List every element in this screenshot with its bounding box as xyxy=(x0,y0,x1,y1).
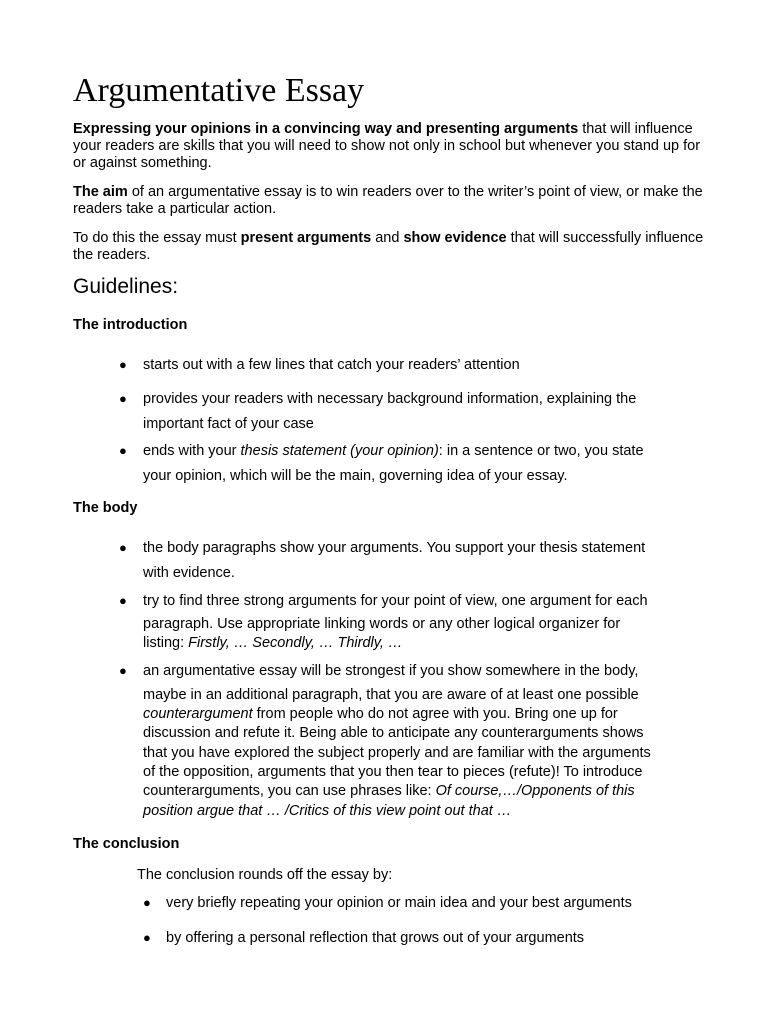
bullet-icon: ● xyxy=(119,443,127,458)
bullet-icon: ● xyxy=(119,593,127,608)
phrases-italic-1: Of course,…/Opponents of this xyxy=(435,783,635,799)
body-item-2-line-3 xyxy=(143,633,402,653)
body-item-2-line-1: try to find three strong arguments for your point of view, one argument for each xyxy=(143,593,648,609)
listing-label: listing: xyxy=(143,635,189,651)
thesis-statement-italic: thesis statement (your opinion) xyxy=(240,443,439,459)
bullet-icon: ● xyxy=(119,391,127,406)
introduction-item-3-text-a: ends with your xyxy=(143,443,241,459)
introduction-item-1-text: starts out with a few lines that catch your readers’ attention xyxy=(143,357,520,373)
bullet-icon: ● xyxy=(143,930,151,945)
body-item-3-line-8: position argue that … /Critics of this view point out that … xyxy=(143,803,512,819)
conclusion-item-2: by offering a personal reflection that grows out of your arguments xyxy=(166,930,585,946)
intro-paragraph-1-text: that will influence your readers are skills that you will need to show not only in school but whenever you stand up for or against something. xyxy=(73,121,701,171)
intro-paragraph-1-bold: Expressing your opinions in a convincing way and presenting arguments xyxy=(73,121,579,137)
intro-paragraph-3-bold-b: show evidence xyxy=(403,230,507,246)
conclusion-intro: The conclusion rounds off the essay by: xyxy=(137,867,393,883)
intro-paragraph-1 xyxy=(73,121,713,171)
body-item-3-line-2: maybe in an additional paragraph, that you are aware of at least one possible xyxy=(143,687,639,703)
body-item-3-line-3 xyxy=(143,704,618,724)
intro-paragraph-3-text-a: To do this the essay must xyxy=(73,230,241,246)
counterargument-italic: counterargument xyxy=(143,706,253,722)
body-item-3-line-7 xyxy=(143,781,635,801)
intro-paragraph-3-bold-a: present arguments xyxy=(240,230,372,246)
intro-paragraph-2 xyxy=(73,184,713,218)
introduction-item-2-line-1: provides your readers with necessary background information, explaining the xyxy=(143,391,637,407)
conclusion-heading: The conclusion xyxy=(73,836,180,852)
body-heading: The body xyxy=(73,500,138,516)
guidelines-heading: Guidelines: xyxy=(73,275,179,298)
body-item-2-line-2: paragraph. Use appropriate linking words or any other logical organizer for xyxy=(143,616,621,632)
introduction-heading: The introduction xyxy=(73,317,188,333)
body-item-3-line-4: discussion and refute it. Being able to anticipate any counterarguments shows xyxy=(143,725,644,741)
bullet-icon: ● xyxy=(119,663,127,678)
listing-examples-italic: Firstly, … Secondly, … Thirdly, … xyxy=(188,635,403,651)
bullet-icon: ● xyxy=(119,357,127,372)
introduction-item-3-line-1 xyxy=(143,441,644,461)
body-item-3-line-6: of the opposition, arguments that you then tear to pieces (refute)! To introduce xyxy=(143,764,643,780)
introduction-item-3-text-c: : in a sentence or two, you state xyxy=(438,443,644,459)
body-item-3-line-5: that you have explored the subject properly and are familiar with the arguments xyxy=(143,745,651,761)
body-item-3-line-7-text: counterarguments, you can use phrases like: xyxy=(143,783,436,799)
document-title: Argumentative Essay xyxy=(73,72,365,109)
conclusion-item-1: very briefly repeating your opinion or main idea and your best arguments xyxy=(166,895,632,911)
body-item-3-line-3-text: from people who do not agree with you. Bring one up for xyxy=(252,706,618,722)
bullet-icon: ● xyxy=(143,895,151,910)
body-item-1-line-1: the body paragraphs show your arguments. You support your thesis statement xyxy=(143,540,646,556)
introduction-item-2-line-2: important fact of your case xyxy=(143,416,314,432)
body-item-1-line-2: with evidence. xyxy=(143,565,235,581)
intro-paragraph-2-text: of an argumentative essay is to win readers over to the writer’s point of view, or make the readers take a particular action. xyxy=(73,184,703,217)
intro-paragraph-2-bold: The aim xyxy=(73,184,128,200)
body-item-3-line-1: an argumentative essay will be strongest if you show somewhere in the body, xyxy=(143,663,639,679)
bullet-icon: ● xyxy=(119,540,127,555)
intro-paragraph-3-text-c: that will successfully influence the readers. xyxy=(73,230,704,263)
intro-paragraph-3 xyxy=(73,230,713,264)
introduction-item-3-line-2: your opinion, which will be the main, governing idea of your essay. xyxy=(143,468,568,484)
intro-paragraph-3-text-b: and xyxy=(371,230,404,246)
